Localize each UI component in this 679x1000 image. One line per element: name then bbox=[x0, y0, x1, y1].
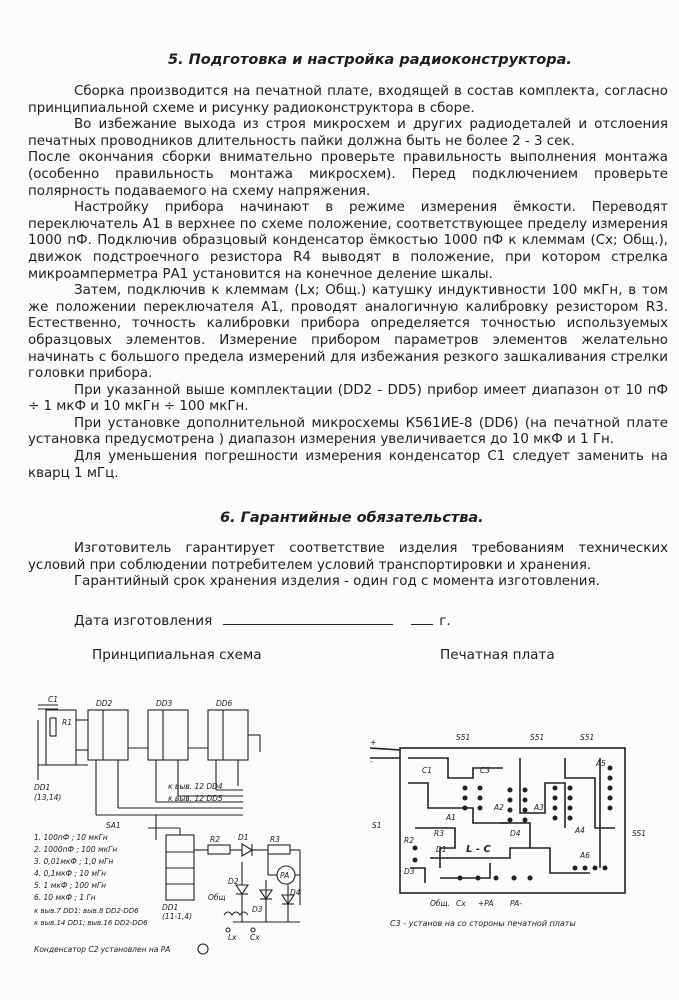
to-dd5-label: к выв. 12 DD5 bbox=[168, 794, 223, 803]
pcb-d3-label: D3 bbox=[404, 867, 415, 876]
r2-label: R2 bbox=[210, 835, 220, 844]
schematic-caption: Принципиальная схема bbox=[92, 647, 262, 663]
range-item: 6. 10 мкФ ; 1 Гн bbox=[34, 893, 96, 902]
dd1-pins-label: (13,14) bbox=[34, 793, 62, 802]
paragraph: Гарантийный срок хранения изделия - один год с момента изготовления. bbox=[74, 574, 600, 590]
r1-label: R1 bbox=[62, 718, 72, 727]
dd3-label: DD3 bbox=[156, 699, 173, 708]
note-line: Конденсатор С2 установлен на РА bbox=[34, 945, 171, 954]
note-line: к выв.7 DD1; выв.8 DD2-DD6 bbox=[34, 907, 139, 915]
pcb-a4-label: A4 bbox=[575, 826, 585, 835]
pcb-c1-label: C1 bbox=[422, 766, 433, 775]
pcb-d4-label: D4 bbox=[510, 829, 521, 838]
section-5-body bbox=[28, 84, 668, 482]
paragraph: Изготовитель гарантирует соответствие изделия требованиям технических условий при соблюдении потребителем условий транспортировки и хранения. bbox=[28, 541, 668, 573]
paragraph: Для уменьшения погрешности измерения конденсатор С1 следует заменить на кварц 1 мГц. bbox=[28, 449, 668, 481]
pa-label: PA bbox=[280, 871, 290, 880]
lx-label: Lx bbox=[228, 933, 237, 942]
section-6-body bbox=[28, 541, 668, 591]
paragraph: После окончания сборки внимательно проверьте правильность выполнения монтажа (особенно правильность монтажа микросхем). Перед подключением проверьте полярность подаваемого на схему напряжения. bbox=[28, 150, 668, 199]
range-item: 5. 1 мкФ ; 100 мГн bbox=[34, 881, 107, 890]
section-5-title: 5. Подготовка и настройка радиоконструктора. bbox=[168, 52, 572, 68]
pcb-c3-label: C3 bbox=[480, 766, 491, 775]
pcb-s1-label: S1 bbox=[372, 821, 382, 830]
range-item: 4. 0,1мкФ ; 10 мГн bbox=[34, 869, 107, 878]
pcb-a1-label: A1 bbox=[446, 813, 456, 822]
d4-label: D4 bbox=[290, 888, 301, 897]
pcb-a2-label: A2 bbox=[494, 803, 504, 812]
pcb-a5-label: A5 bbox=[596, 759, 606, 768]
pcb-lc-label: L - C bbox=[466, 844, 491, 855]
paragraph: Во избежание выхода из строя микросхем и других радиодеталей и отслоения печатных проводников длительность пайки должна быть не более 2 - 3 сек. bbox=[28, 117, 668, 149]
pcb-pa-minus-label: PA- bbox=[510, 899, 522, 908]
year-suffix: г. bbox=[439, 613, 451, 629]
obsh-label: Общ bbox=[208, 893, 226, 902]
date-blank bbox=[223, 612, 393, 625]
pcb-pa-plus-label: +PA bbox=[478, 899, 494, 908]
range-item: 3. 0,01мкФ ; 1,0 мГн bbox=[34, 857, 114, 866]
note-line: к выв.14 DD1; выв.16 DD2-DD6 bbox=[34, 919, 148, 927]
manufacture-date-line bbox=[74, 612, 451, 629]
cx-label: Cx bbox=[250, 933, 260, 942]
pcb-a3-label: A3 bbox=[534, 803, 544, 812]
paragraph: При установке дополнительной микросхемы К561ИЕ-8 (DD6) (на печатной плате установка предусмотрена ) диапазон измерения увеличивается до 10 мкФ и 1 Гн. bbox=[28, 415, 668, 448]
d3-label: D3 bbox=[252, 905, 263, 914]
paragraph: При указанной выше комплектации (DD2 - DD5) прибор имеет диапазон от 10 пФ ÷ 1 мкФ и 10 мкГн ÷ 100 мкГн. bbox=[28, 382, 668, 415]
dd2-label: DD2 bbox=[96, 699, 113, 708]
range-item: 1. 100пФ ; 10 мкГн bbox=[34, 833, 108, 842]
r3-label: R3 bbox=[270, 835, 280, 844]
pcb-r3-label: R3 bbox=[434, 829, 444, 838]
sa1-label: SA1 bbox=[106, 821, 121, 830]
c1-label: C1 bbox=[48, 695, 59, 704]
pcb-a6-label: A6 bbox=[580, 851, 590, 860]
pcb-layout bbox=[370, 728, 660, 938]
year-blank bbox=[411, 612, 433, 625]
pcb-r2-label: R2 bbox=[404, 836, 414, 845]
pcb-s51-label-3: S51 bbox=[580, 733, 595, 742]
dd6-label: DD6 bbox=[216, 699, 233, 708]
date-label: Дата изготовления bbox=[74, 613, 213, 629]
section-6-title: 6. Гарантийные обязательства. bbox=[220, 510, 484, 526]
pcb-caption: Печатная плата bbox=[440, 647, 555, 663]
paragraph: Затем, подключив к клеммам (Lx; Общ.) катушку индуктивности 100 мкГн, в том же положении переключателя А1, проводят аналогичную калибровку резистором R3. Естественно, точность калибровки прибора определяется точностью используемых образцовых элементов. Измерение прибором параметров элементов желательно начинать с большого предела измерений для избежания резкого зашкаливания стрелки головки прибора. bbox=[28, 283, 668, 382]
pcb-s51-label-2: S51 bbox=[530, 733, 545, 742]
dd1b-label: DD1 bbox=[162, 903, 179, 912]
pcb-plus-label: + bbox=[370, 738, 377, 747]
pcb-note: C3 - установ на со стороны печатной платы bbox=[390, 919, 576, 928]
pcb-obsh-label: Общ. bbox=[430, 899, 450, 908]
pcb-ss1-label: SS1 bbox=[632, 829, 647, 838]
d2-label: D2 bbox=[228, 877, 239, 886]
range-item: 2. 1000пФ ; 100 мкГн bbox=[34, 845, 118, 854]
d1-label: D1 bbox=[238, 833, 249, 842]
circuit-schematic bbox=[28, 690, 328, 965]
pcb-cx-label: Cx bbox=[456, 899, 466, 908]
to-dd4-label: к выв. 12 DD4 bbox=[168, 782, 223, 791]
paragraph: Сборка производится на печатной плате, входящей в состав комплекта, согласно принципиальной схеме и рисунку радиоконструктора в сборе. bbox=[28, 84, 668, 116]
dd1-label: DD1 bbox=[34, 783, 51, 792]
pcb-d1-label: D1 bbox=[436, 845, 447, 854]
paragraph: Настройку прибора начинают в режиме измерения ёмкости. Переводят переключатель А1 в верхнее по схеме положение, соответствующее пределу измерения 1000 пФ. Подключив образцовый конденсатор ёмкостью 1000 пФ к клеммам (Сх; Общ.), движок подстроечного резистора R4 выводят в положение, при котором стрелка микроамперметра РА1 установится на конечное деление шкалы. bbox=[28, 200, 668, 282]
pcb-minus-label: - bbox=[370, 757, 373, 766]
dd1b-pins-label: (11-1,4) bbox=[162, 912, 193, 921]
pcb-s51-label: S51 bbox=[456, 733, 471, 742]
